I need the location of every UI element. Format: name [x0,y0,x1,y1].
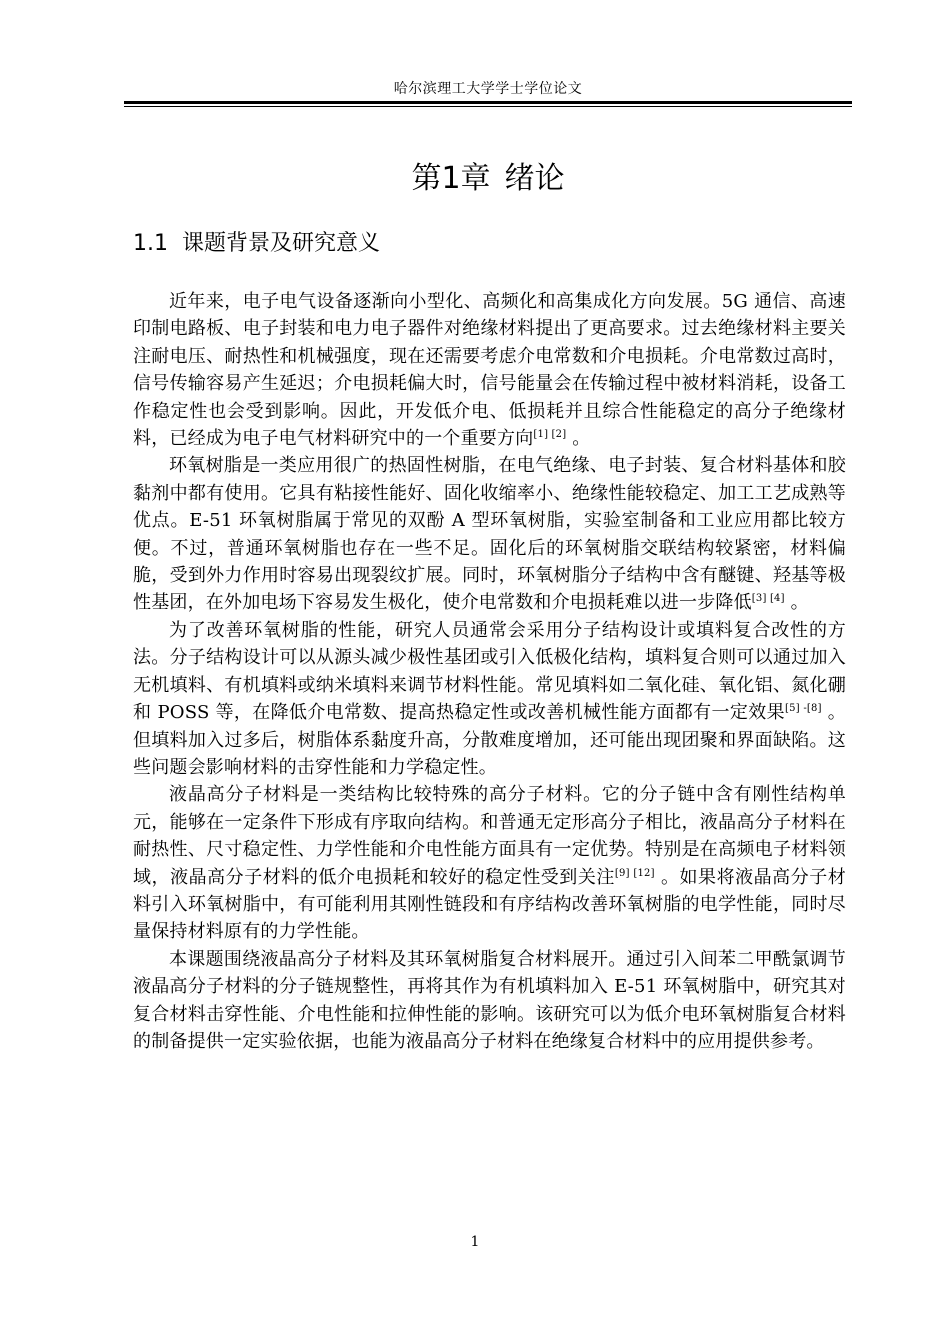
chapter-heading [124,153,852,197]
running-header: 哈尔滨理工大学学士学位论文 [393,81,583,97]
paragraph-tail: 。 [566,428,591,450]
paragraph-4 [133,781,846,945]
section-heading [133,226,380,257]
header-rule-thick [124,101,852,104]
paragraph-text: 本课题围绕液晶高分子材料及其环氧树脂复合材料展开。通过引入间苯二甲酰氯调节液晶高分子材料的分子链规整性，再将其作为有机填料加入 E-51 环氧树脂中，研究其对复合材料击穿性能、介电性能和拉伸性能的影响。该研究可以为低介电环氧树脂复合材料的制备提供一定实验依据，也能为液晶高分子材料在绝缘复合材料中的应用提供参考。 [133,948,846,1052]
paragraph-tail: 。如果将液晶高分子材料引入环氧树脂中，有可能利用其刚性链段和有序结构改善环氧树脂的电学性能，同时尽量保持材料原有的力学性能。 [133,866,846,943]
citation: [5] -[8] [785,703,822,715]
paragraph-5 [133,946,846,1056]
paragraph-text: 环氧树脂是一类应用很广的热固性树脂，在电气绝缘、电子封装、复合材料基体和胶黏剂中都有使用。它具有粘接性能好、固化收缩率小、绝缘性能较稳定、加工工艺成熟等优点。E-51 环氧树脂属于常见的双酚 A 型环氧树脂，实验室制备和工业应用都比较方便。不过，普通环氧树脂也存在一些不足。固化后的环氧树脂交联结构较紧密，材料偏脆，受到外力作用时容易出现裂纹扩展。同时，环氧树脂分子结构中含有醚键、羟基等极性基团，在外加电场下容易发生极化，使介电常数和介电损耗难以进一步降低 [133,455,846,614]
header-rule-thin [124,106,852,107]
paragraph-tail: 。 [784,592,809,614]
citation: [9] [12] [614,867,655,879]
paragraph-text: 近年来，电子电气设备逐渐向小型化、高频化和高集成化方向发展。5G 通信、高速印制电路板、电子封装和电力电子器件对绝缘材料提出了更高要求。过去绝缘材料主要关注耐电压、耐热性和机械强度，现在还需要考虑介电常数和介电损耗。介电常数过高时，信号传输容易产生延迟；介电损耗偏大时，信号能量会在传输过程中被材料消耗，设备工作稳定性也会受到影响。因此，开发低介电、低损耗并且综合性能稳定的高分子绝缘材料，已经成为电子电气材料研究中的一个重要方向 [133,291,846,450]
section-title: 课题背景及研究意义 [182,231,381,256]
paragraph-tail: 。但填料加入过多后，树脂体系黏度升高，分散难度增加，还可能出现团聚和界面缺陷。这些问题会影响材料的击穿性能和力学稳定性。 [133,702,846,778]
paragraph-1 [133,288,846,452]
body-text [133,288,846,1055]
paragraph-text: 为了改善环氧树脂的性能，研究人员通常会采用分子结构设计或填料复合改性的方法。分子结构设计可以从源头减少极性基团或引入低极化结构，填料复合则可以通过加入无机填料、有机填料或纳米填料来调节材料性能。常见填料如二氧化硅、氧化铝、氮化硼和 POSS 等，在降低介电常数、提高热稳定性或改善机械性能方面都有一定效果 [133,619,846,724]
section-number: 1.1 [133,231,168,256]
citation: [3] [4] [751,593,785,605]
citation: [1] [2] [533,429,567,441]
paragraph-text: 液晶高分子材料是一类结构比较特殊的高分子材料。它的分子链中含有刚性结构单元，能够在一定条件下形成有序取向结构。和普通无定形高分子相比，液晶高分子材料在耐热性、尺寸稳定性、力学性能和介电性能方面具有一定优势。特别是在高频电子材料领域，液晶高分子材料的低介电损耗和较好的稳定性受到关注 [133,784,846,888]
page-number: 1 [470,1234,480,1250]
paragraph-3 [133,617,846,781]
chapter-number: 第1章 [411,161,491,196]
paragraph-2 [133,452,846,616]
chapter-title: 绪论 [504,161,565,196]
